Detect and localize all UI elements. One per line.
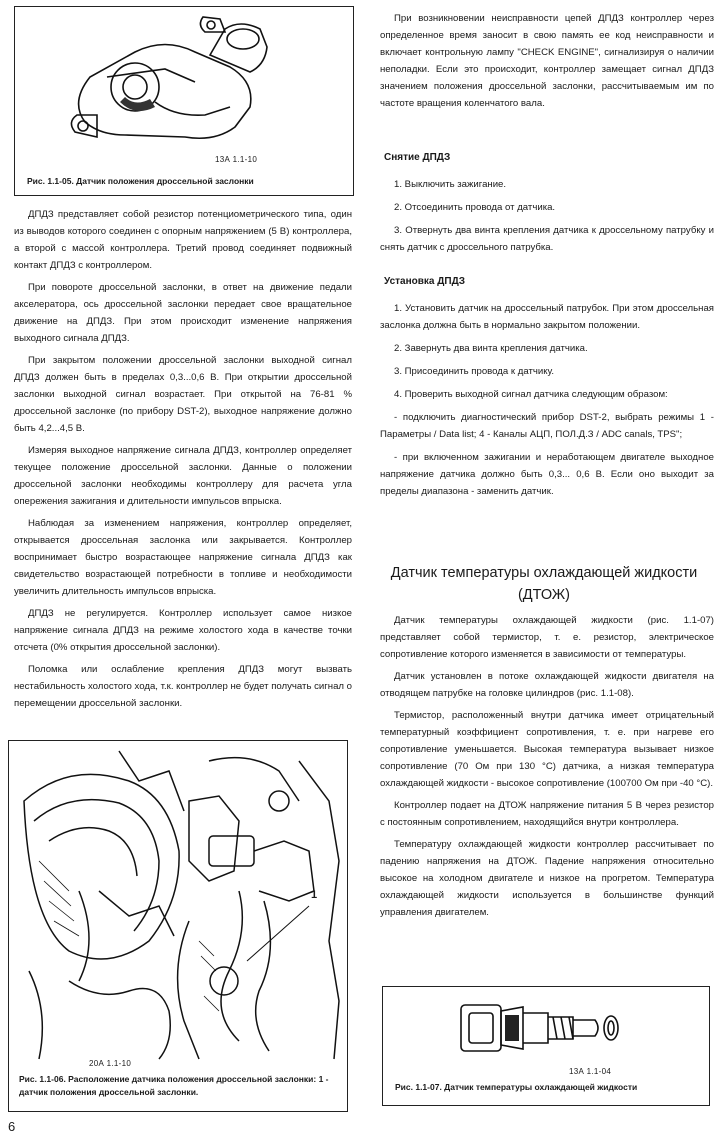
paragraph: Датчик температуры охлаждающей жидкости (рис. 1.1-07) представляет собой термистор, т. е. резистор, электрическое сопротивление которого изменяется в зависимости от температуры. (380, 615, 714, 660)
paragraph: Термистор, расположенный внутри датчика имеет отрицательный температурный коэффициент сопротивления, т. е. при нагреве его сопротивление уменьшается. Высокая температура вызывает низкое сопротивление (70 Ом при 130 °С) датчика, а низкая температура охлаждающей жидкости - высокое сопротивление (100700 Ом при -40 °С). (380, 710, 714, 789)
figure-code: 13А 1.1-04 (569, 1067, 612, 1076)
paragraph: Измеряя выходное напряжение сигнала ДПДЗ, контроллер определяет текущее положение дроссельной заслонки. Данные о положении дроссельной заслонки необходимы контроллеру для расчета угла опережения зажигания и длительности импульсов впрыска. (14, 445, 352, 507)
right-column-text (380, 10, 714, 117)
step: 4. Проверить выходной сигнал датчика следующим образом: (394, 389, 668, 400)
figure-1-1-07 (382, 986, 710, 1106)
step: 3. Отвернуть два винта крепления датчика к дроссельному патрубку и снять датчик с дроссельного патрубка. (380, 225, 714, 253)
step: 1. Установить датчик на дроссельный патрубок. При этом дроссельная заслонка должна быть в нормально закрытом положении. (380, 303, 714, 331)
throttle-position-sensor-illustration (15, 7, 353, 157)
figure-1-1-05 (14, 6, 354, 196)
paragraph: Температуру охлаждающей жидкости контроллер рассчитывает по падению напряжения на ДТОЖ. Падение напряжения относительно высокое на холодном двигателе и низкое на прогретом. Температура охлаждающей жидкости используется в большинстве функций управления двигателем. (380, 839, 714, 918)
figure-caption: Рис. 1.1-06. Расположение датчика положения дроссельной заслонки: 1 - датчик положения дроссельной заслонки. (19, 1074, 329, 1097)
step: 3. Присоединить провода к датчику. (394, 366, 555, 377)
paragraph: Контроллер подает на ДТОЖ напряжение питания 5 В через резистор с постоянным сопротивлением, находящийся внутри контроллера. (380, 800, 714, 828)
intro-paragraph: При возникновении неисправности цепей ДПДЗ контроллер через определенное время заносит в свою память ее код неисправности и включает контрольную лампу "CHECK ENGINE", сигнализируя о наличии неполадки. Если это происходит, контроллер замещает сигнал ДПДЗ значением положения дроссельной заслонки, рассчитываемым им по частоте вращения коленчатого вала. (380, 13, 714, 109)
callout-number: 1 (311, 889, 318, 901)
paragraph: ДПДЗ не регулируется. Контроллер использует самое низкое напряжение сигнала ДПДЗ на режиме холостого хода в качестве точки отсчета (0% открытия дроссельной заслонки). (14, 608, 352, 653)
figure-code: 20А 1.1-10 (89, 1059, 132, 1068)
paragraph: При закрытом положении дроссельной заслонки выходной сигнал ДПДЗ должен быть в пределах 0,3...0,6 В. При открытии дроссельной заслонки выходной сигнал возрастает. При открытой на 76-81 % дроссельной заслонке (по прибору DST-2), выходное напряжение должно быть 4,2...4,5 В. (14, 355, 352, 434)
step: 2. Завернуть два винта крепления датчика. (394, 343, 588, 354)
removal-steps (380, 176, 714, 262)
dtozh-text (380, 612, 714, 926)
paragraph: Наблюдая за изменением напряжения, контроллер определяет, открывается дроссельная заслонка или закрывается. Контроллер воспринимает быстро возрастающее напряжение сигнала ДПДЗ как свидетельство возрастающей потребности в топливе и необходимости увеличить длительность импульсов впрыска. (14, 518, 352, 597)
page-number: 6 (8, 1119, 16, 1134)
paragraph: Поломка или ослабление крепления ДПДЗ могут вызвать нестабильность холостого хода, т.к. контроллер не будет получать сигнал о перемещении дроссельной заслонки. (14, 664, 352, 709)
figure-caption: Рис. 1.1-07. Датчик температуры охлаждающей жидкости (395, 1082, 638, 1092)
left-column-text (14, 206, 352, 717)
paragraph: ДПДЗ представляет собой резистор потенциометрического типа, один из выводов которого соединен с опорным напряжением (5 В) контроллера, а второй с массой контроллера. Третий провод соединяет подвижный контакт ДПДЗ с контроллером. (14, 209, 352, 271)
section-title (374, 562, 714, 606)
figure-code: 13А 1.1-10 (215, 155, 258, 164)
engine-bay-illustration (9, 741, 347, 1061)
install-heading: Установка ДПДЗ (384, 276, 466, 287)
coolant-temperature-sensor-illustration (383, 987, 709, 1067)
step: - подключить диагностический прибор DST-2, выбрать режимы 1 - Параметры / Data list; 4 - Каналы АЦП, ПОЛ.Д.З / ADC canals, TPS"; (380, 412, 714, 440)
step: - при включенном зажигании и неработающем двигателе выходное напряжение датчика должно быть 0,3... 0,6 В. Если оно выходит за пределы диапазона - заменить датчик. (380, 452, 714, 497)
paragraph: Датчик установлен в потоке охлаждающей жидкости двигателя на отводящем патрубке на головке цилиндров (рис. 1.1-08). (380, 671, 714, 699)
section-title-line: (ДТОЖ) (517, 587, 571, 603)
step: 1. Выключить зажигание. (394, 179, 507, 190)
step: 2. Отсоединить провода от датчика. (394, 202, 556, 213)
paragraph: При повороте дроссельной заслонки, в ответ на движение педали акселератора, ось дроссельной заслонки передает свое вращательное движение на ДПДЗ. При этом происходит изменение напряжения выходного сигнала ДПДЗ. (14, 282, 352, 344)
removal-heading: Снятие ДПДЗ (384, 152, 451, 163)
figure-1-1-06 (8, 740, 348, 1112)
section-title-line: Датчик температуры охлаждающей жидкости (390, 565, 698, 581)
install-steps (380, 300, 714, 506)
figure-caption: Рис. 1.1-05. Датчик положения дроссельной заслонки (27, 176, 254, 186)
